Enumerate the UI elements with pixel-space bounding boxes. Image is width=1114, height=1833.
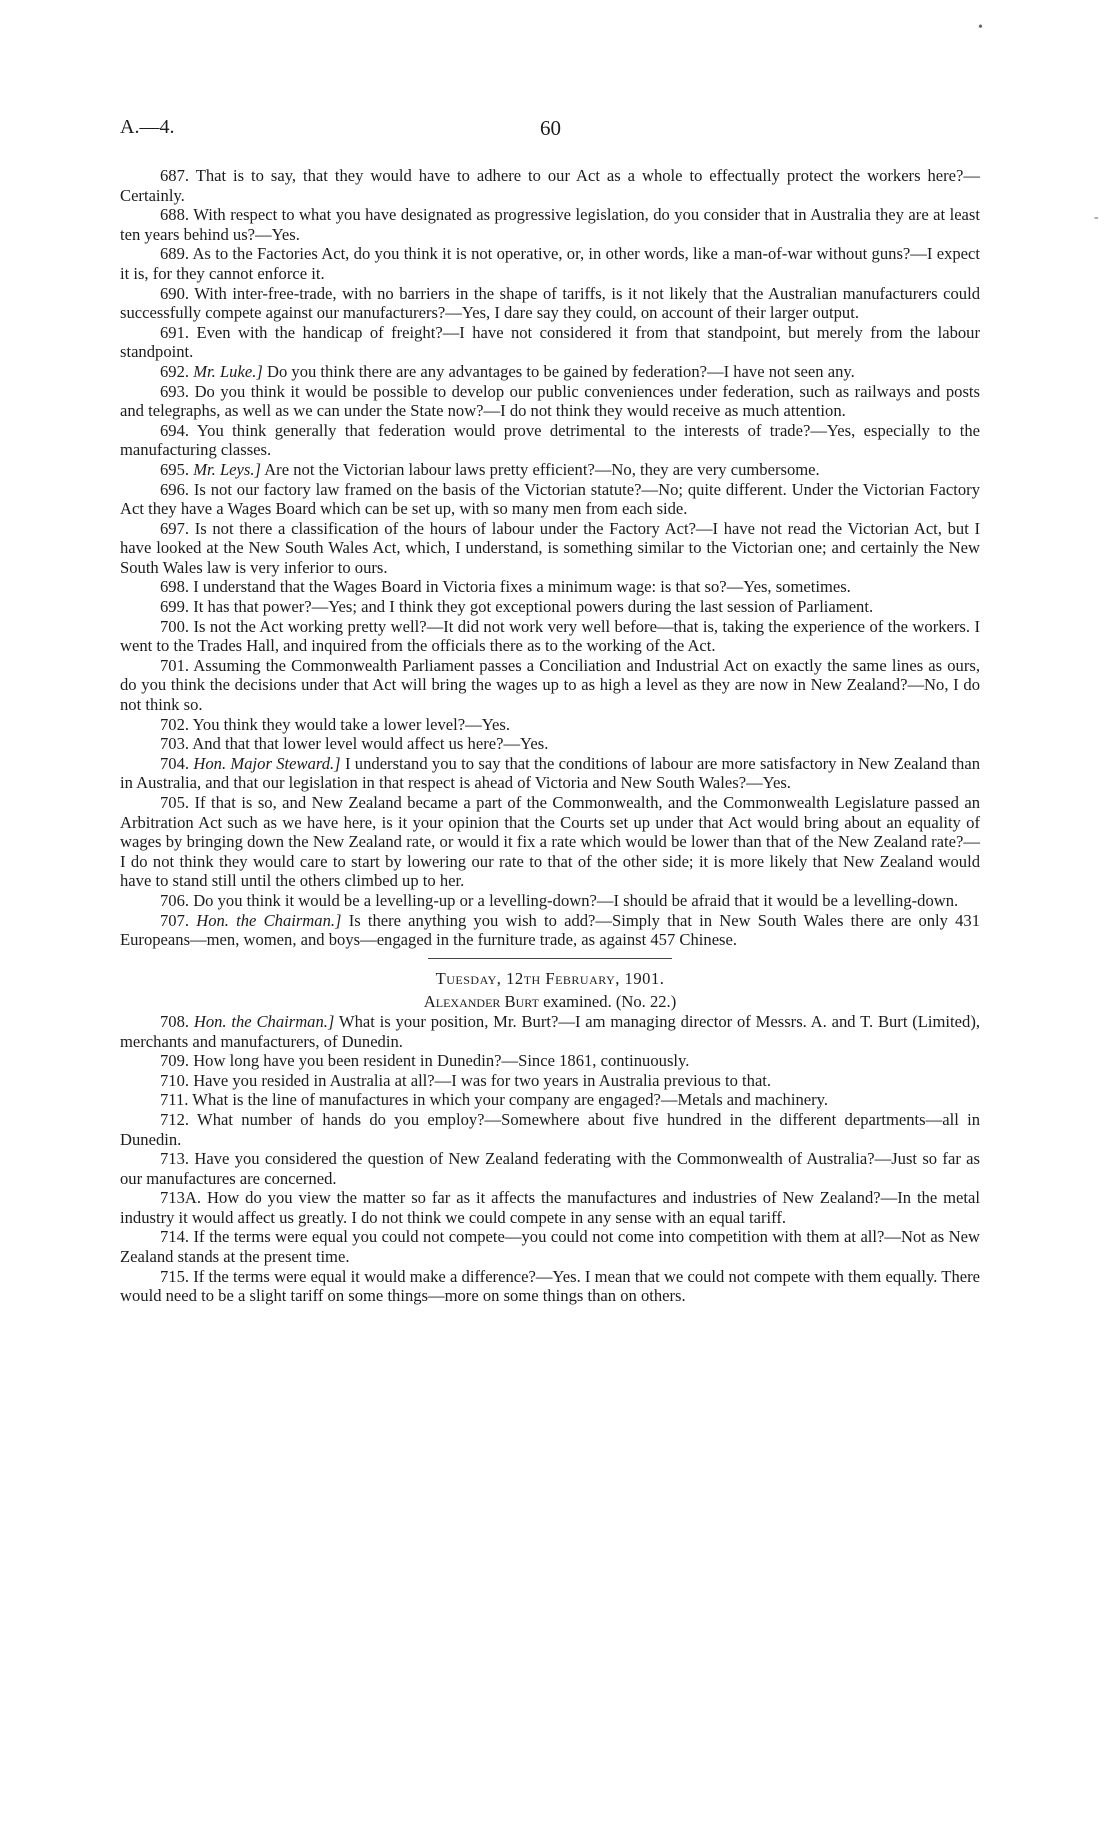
question-paragraph bbox=[120, 1188, 980, 1227]
speaker-label: Hon. the Chairman.] bbox=[196, 910, 342, 930]
question-paragraph bbox=[120, 480, 980, 519]
witness-name: Alexander Burt bbox=[423, 992, 539, 1012]
question-number: 708. bbox=[160, 1011, 190, 1031]
question-text: Do you think it would be a levelling-up or a levelling-down?—I should be afraid that it would be a levelling-down. bbox=[193, 890, 959, 910]
question-paragraph bbox=[120, 1012, 980, 1051]
witness-heading bbox=[120, 992, 980, 1012]
question-paragraph bbox=[120, 1071, 980, 1091]
question-text: How do you view the matter so far as it affects the manufactures and industries of New Zealand?—In the metal industry it would affect us greatly. I do not think we could compete in any sense with an equal tariff. bbox=[120, 1188, 981, 1227]
question-number: 713. bbox=[160, 1149, 190, 1169]
question-number: 704. bbox=[160, 753, 190, 773]
question-paragraph bbox=[120, 323, 980, 362]
question-number: 711. bbox=[160, 1090, 189, 1110]
question-number: 698. bbox=[160, 577, 190, 597]
question-text: Are not the Victorian labour laws pretty efficient?—No, they are very cumbersome. bbox=[264, 459, 820, 479]
section-divider bbox=[428, 958, 672, 959]
question-text: Do you think it would be possible to develop our public conveniences under federation, such as railways and posts and telegraphs, as well as we can under the State now?—I do not think they would receive as much attention. bbox=[120, 381, 980, 421]
question-text: Is there anything you wish to add?—Simply that in New South Wales there are only 431 Europeans—men, women, and boys—engaged in the furniture trade, as against 457 Chinese. bbox=[120, 910, 981, 950]
page-number: 60 bbox=[540, 116, 561, 140]
question-number: 715. bbox=[160, 1266, 190, 1286]
question-number: 692. bbox=[160, 361, 190, 381]
question-paragraph bbox=[120, 519, 980, 578]
question-number: 687. bbox=[160, 166, 190, 185]
question-paragraph bbox=[120, 1110, 980, 1149]
page-header bbox=[120, 116, 980, 146]
witness-suffix: examined. (No. 22.) bbox=[543, 992, 677, 1012]
speaker-label: Mr. Luke.] bbox=[193, 361, 263, 381]
question-text: If the terms were equal it would make a difference?—Yes. I mean that we could not compete with them equally. There would need to be a slight tariff on some things—more on some things than on others. bbox=[120, 1266, 980, 1306]
question-paragraph bbox=[120, 166, 980, 205]
question-number: 691. bbox=[160, 322, 190, 342]
scan-mark: - bbox=[1094, 210, 1099, 225]
question-number: 701. bbox=[160, 655, 190, 675]
question-number: 690. bbox=[160, 283, 190, 303]
question-number: 694. bbox=[160, 420, 190, 440]
question-text: With inter-free-trade, with no barriers in the shape of tariffs, is it not likely that the Australian manufacturers could successfully compete against our manufacturers?—Yes, I dare say they could, on account of their larger output. bbox=[120, 283, 980, 323]
question-paragraph bbox=[120, 891, 980, 911]
question-paragraph bbox=[120, 244, 980, 283]
question-paragraph bbox=[120, 793, 980, 891]
question-text: What is your position, Mr. Burt?—I am managing director of Messrs. A. and T. Burt (Limited), merchants and manufacturers, of Dunedin. bbox=[120, 1011, 980, 1051]
question-number: 697. bbox=[160, 518, 190, 538]
question-text: I understand that the Wages Board in Victoria fixes a minimum wage: is that so?—Yes, sometimes. bbox=[193, 577, 851, 597]
document-body bbox=[120, 166, 980, 1306]
question-text: Have you considered the question of New Zealand federating with the Commonwealth of Australia?—Just so far as our manufactures are concerned. bbox=[120, 1149, 980, 1188]
scan-mark: • bbox=[978, 20, 983, 35]
question-number: 713A. bbox=[160, 1188, 202, 1208]
question-number: 688. bbox=[160, 205, 190, 225]
question-paragraph bbox=[120, 421, 980, 460]
question-text: You think they would take a lower level?—Yes. bbox=[192, 714, 510, 734]
question-number: 707. bbox=[160, 910, 190, 930]
question-paragraph bbox=[120, 734, 980, 754]
question-number: 706. bbox=[160, 890, 190, 910]
question-number: 712. bbox=[160, 1109, 190, 1129]
question-text: What is the line of manufactures in which your company are engaged?—Metals and machinery. bbox=[192, 1090, 829, 1110]
question-number: 709. bbox=[160, 1051, 190, 1071]
question-number: 693. bbox=[160, 381, 190, 401]
question-number: 710. bbox=[160, 1070, 190, 1090]
question-paragraph bbox=[120, 1227, 980, 1266]
question-paragraph bbox=[120, 284, 980, 323]
question-paragraph bbox=[120, 754, 980, 793]
speaker-label: Mr. Leys.] bbox=[193, 459, 261, 479]
question-paragraph bbox=[120, 362, 980, 382]
question-text: How long have you been resident in Dunedin?—Since 1861, continuously. bbox=[193, 1051, 690, 1071]
question-paragraph bbox=[120, 1090, 980, 1110]
question-paragraph bbox=[120, 617, 980, 656]
question-number: 703. bbox=[160, 734, 190, 754]
section-date-heading: Tuesday, 12th February, 1901. bbox=[435, 968, 665, 988]
question-paragraph bbox=[120, 1149, 980, 1188]
document-reference: A.—4. bbox=[120, 116, 175, 138]
question-text: As to the Factories Act, do you think it is not operative, or, in other words, like a man-of-war without guns?—I expect it is, for they cannot enforce it. bbox=[120, 244, 980, 283]
question-number: 705. bbox=[160, 793, 190, 812]
question-text: Even with the handicap of freight?—I have not considered it from that standpoint, but merely from the labour standpoint. bbox=[120, 322, 980, 362]
question-text: If the terms were equal you could not compete—you could not come into competition with them at all?—Not as New Zealand stands at the present time. bbox=[120, 1227, 980, 1267]
question-text: What number of hands do you employ?—Somewhere about five hundred in the different departments—all in Dunedin. bbox=[120, 1109, 980, 1149]
question-text: If that is so, and New Zealand became a part of the Commonwealth, and the Commonwealth Legislature passed an Arbitration Act such as we have here, is it your opinion that the Courts set up under that Act would bring about an equality of wages by bringing down the New Zealand rate, or would it fix a rate which would be lower than that of the New Zealand rate?—I do not think they would care to start by lowering our rate to that of the other side; it is more likely that New Zealand would have to stand still until the others climbed up to her. bbox=[120, 793, 980, 891]
question-number: 714. bbox=[160, 1227, 190, 1247]
question-number: 702. bbox=[160, 714, 190, 734]
question-paragraph bbox=[120, 911, 980, 950]
speaker-label: Hon. Major Steward.] bbox=[193, 753, 341, 773]
question-text: Is not our factory law framed on the basis of the Victorian statute?—No; quite different. Under the Victorian Factory Act they have a Wages Board which can be set up, with so many men from each side. bbox=[120, 479, 980, 519]
question-number: 699. bbox=[160, 597, 190, 617]
question-text: You think generally that federation would prove detrimental to the interests of trade?—Yes, especially to the manufacturing classes. bbox=[120, 420, 980, 460]
question-text: Do you think there are any advantages to be gained by federation?—I have not seen any. bbox=[266, 361, 855, 381]
question-paragraph bbox=[120, 460, 980, 480]
question-text: It has that power?—Yes; and I think they got exceptional powers during the last session of Parliament. bbox=[193, 597, 874, 617]
question-text: That is to say, that they would have to adhere to our Act as a whole to effectually protect the workers here?—Certainly. bbox=[120, 166, 980, 205]
question-number: 696. bbox=[160, 479, 190, 499]
question-paragraph bbox=[120, 382, 980, 421]
question-text: I understand you to say that the conditions of labour are more satisfactory in New Zealand than in Australia, and that our legislation in that respect is ahead of Victoria and New South Wales?—Yes. bbox=[120, 753, 980, 793]
question-paragraph bbox=[120, 597, 980, 617]
testimony-before-section bbox=[120, 166, 980, 950]
speaker-label: Hon. the Chairman.] bbox=[193, 1011, 335, 1031]
question-text: Is not there a classification of the hours of labour under the Factory Act?—I have not read the Victorian Act, but I have looked at the New South Wales Act, which, I understand, is something similar to the Victorian one; and certainly the New South Wales law is very inferior to ours. bbox=[120, 518, 980, 577]
question-text: With respect to what you have designated as progressive legislation, do you consider that in Australia they are at least ten years behind us?—Yes. bbox=[120, 205, 980, 244]
question-text: Have you resided in Australia at all?—I was for two years in Australia previous to that. bbox=[193, 1070, 772, 1090]
question-paragraph bbox=[120, 715, 980, 735]
question-text: Assuming the Commonwealth Parliament passes a Conciliation and Industrial Act on exactly the same lines as ours, do you think the decisions under that Act will bring the wages up to as high a level as they are now in New Zealand?—No, I do not think so. bbox=[120, 655, 980, 715]
question-paragraph bbox=[120, 1267, 980, 1306]
testimony-after-section bbox=[120, 1012, 980, 1306]
question-number: 700. bbox=[160, 616, 190, 636]
question-number: 695. bbox=[160, 459, 190, 479]
question-paragraph bbox=[120, 205, 980, 244]
question-paragraph bbox=[120, 577, 980, 597]
question-paragraph bbox=[120, 1051, 980, 1071]
question-paragraph bbox=[120, 656, 980, 715]
question-text: And that that lower level would affect us here?—Yes. bbox=[192, 734, 549, 754]
question-text: Is not the Act working pretty well?—It did not work very well before—that is, taking the experience of the workers. I went to the Trades Hall, and inquired from the officials there as to the working of the Act. bbox=[120, 616, 980, 656]
question-number: 689. bbox=[160, 244, 190, 264]
